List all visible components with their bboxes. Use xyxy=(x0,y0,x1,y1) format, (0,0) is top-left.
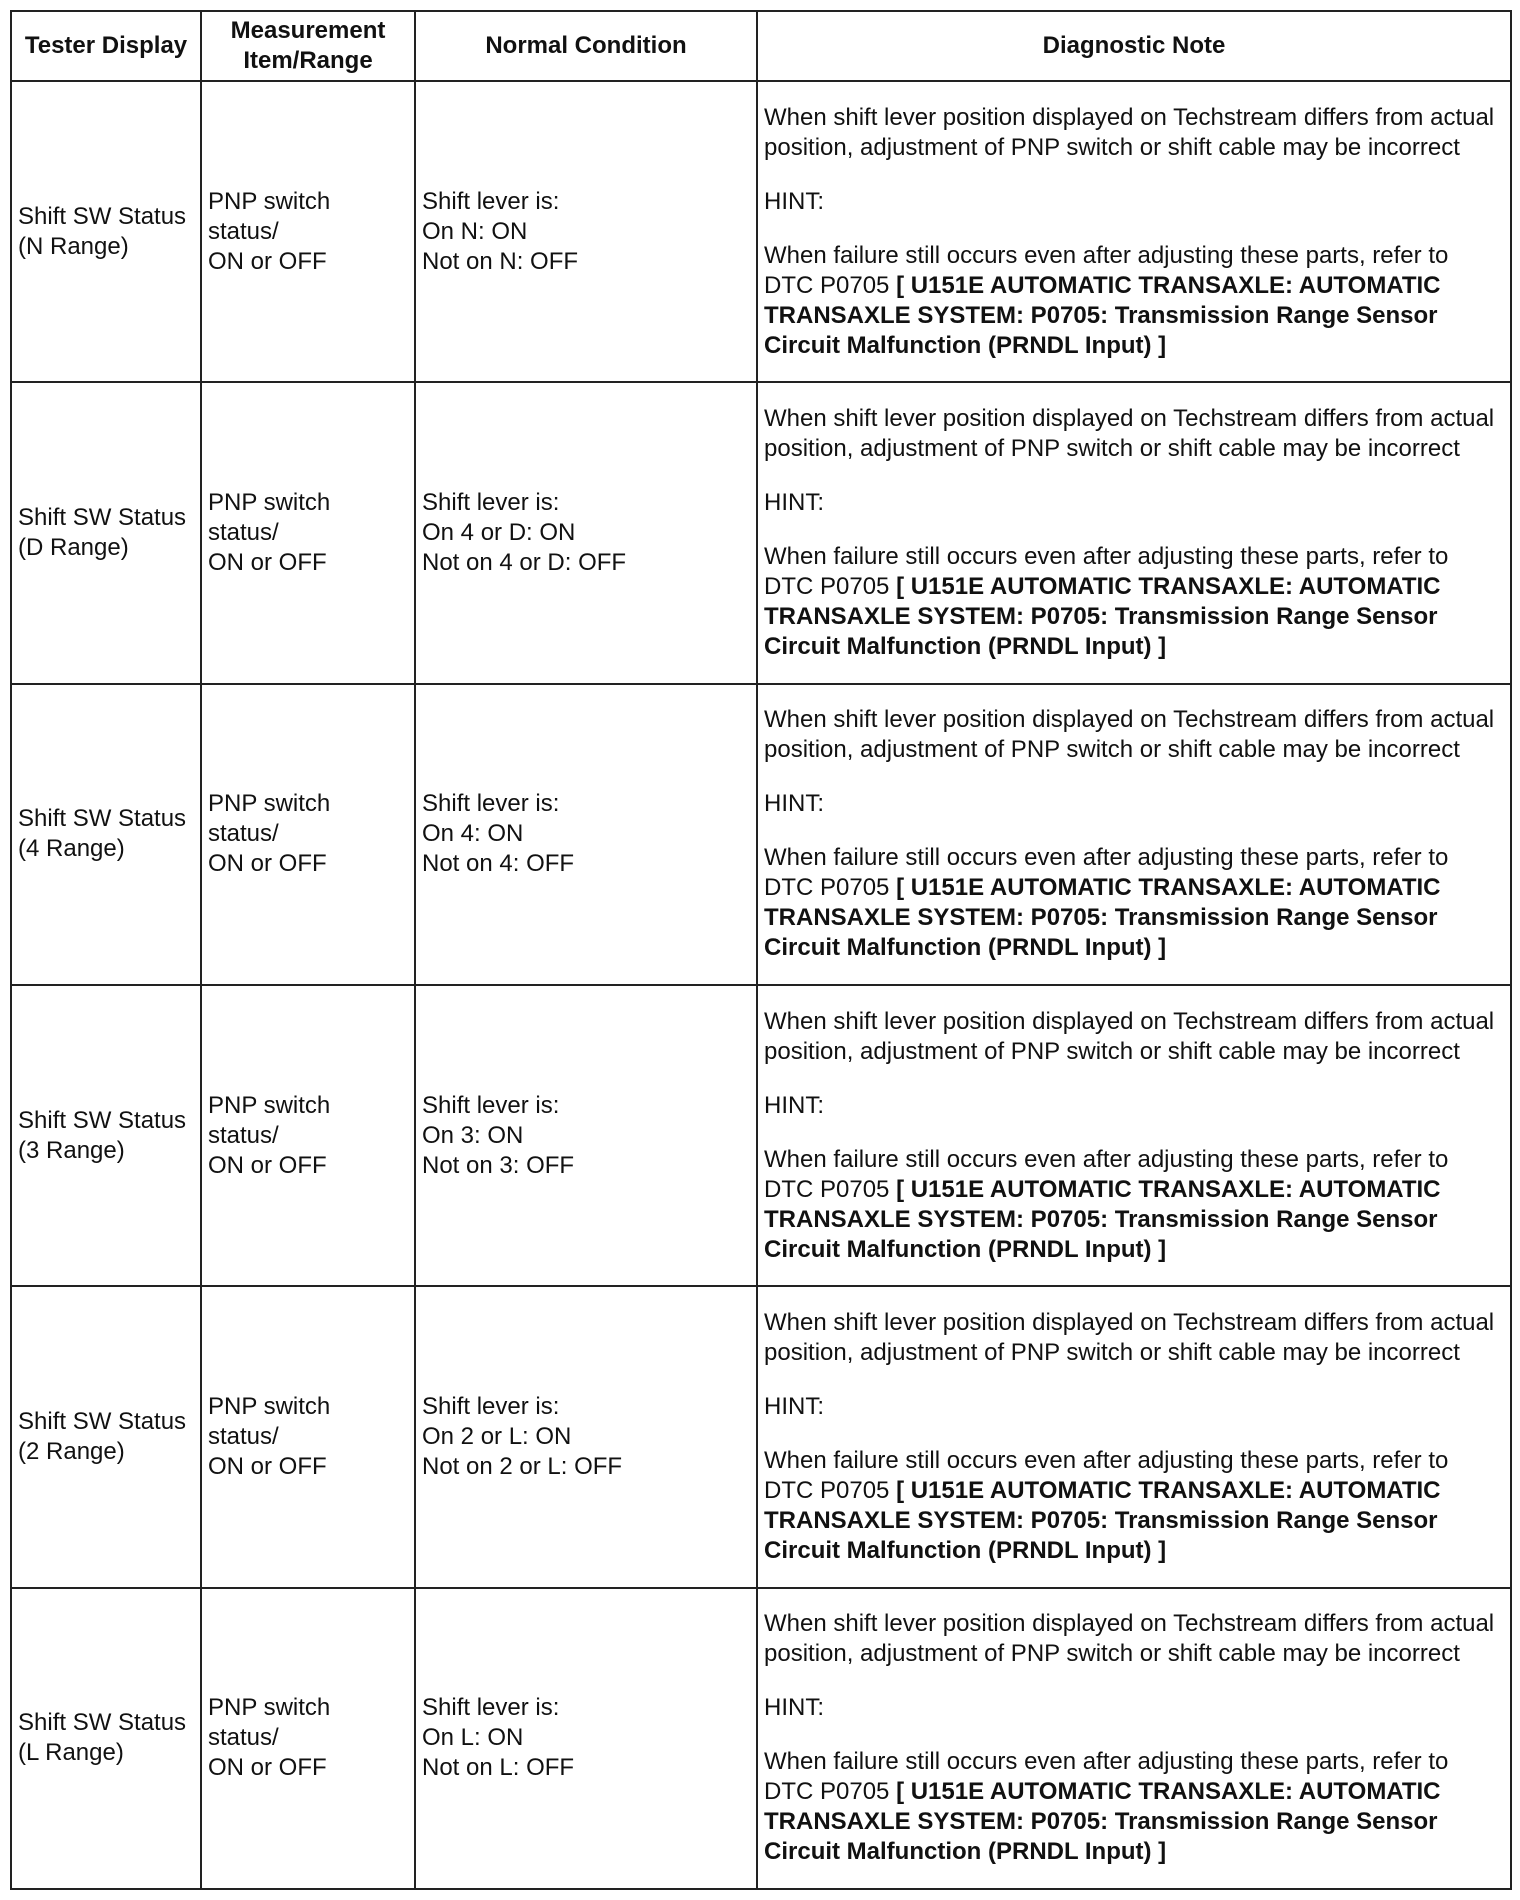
normal-condition-cell-line: Shift lever is: xyxy=(422,790,560,818)
tester-display-cell-line: Shift SW Status xyxy=(18,1407,187,1435)
measurement-cell xyxy=(201,684,415,985)
measurement-cell-line: status/ xyxy=(208,1422,279,1450)
tester-display-cell-line: Shift SW Status xyxy=(18,1709,187,1737)
measurement-cell xyxy=(201,382,415,683)
measurement-cell-line: PNP switch xyxy=(208,790,331,818)
normal-condition-cell xyxy=(415,382,757,683)
note-paragraph: When shift lever position displayed on Techstream differs from actual position, adjustment of PNP switch or shift cable may be incorrect xyxy=(764,404,1495,462)
normal-condition-cell-line: Not on 4: OFF xyxy=(422,850,575,878)
table-row xyxy=(11,985,1511,1286)
measurement-cell-line: PNP switch xyxy=(208,187,331,215)
tester-display-cell xyxy=(11,1588,201,1889)
hint-label: HINT: xyxy=(764,1392,824,1420)
note-refer-paragraph xyxy=(764,843,1504,963)
note-refer-paragraph xyxy=(764,1747,1504,1867)
tester-display-cell-line: Shift SW Status xyxy=(18,202,187,230)
measurement-cell-line: ON or OFF xyxy=(208,1151,327,1179)
measurement-cell-line: ON or OFF xyxy=(208,850,327,878)
measurement-cell xyxy=(201,985,415,1286)
normal-condition-cell xyxy=(415,684,757,985)
hint-label: HINT: xyxy=(764,1694,824,1722)
note-refer-text: When failure still occurs even after adjusting these parts, refer to DTC P0705 xyxy=(764,1446,1449,1504)
tester-display-cell-line: Shift SW Status xyxy=(18,1106,187,1134)
normal-condition-cell-line: Shift lever is: xyxy=(422,1694,560,1722)
normal-condition-cell-line: On L: ON xyxy=(422,1724,524,1752)
measurement-cell-line: status/ xyxy=(208,820,279,848)
measurement-cell xyxy=(201,1588,415,1889)
measurement-cell-line: PNP switch xyxy=(208,488,331,516)
normal-condition-cell-line: Not on 4 or D: OFF xyxy=(422,548,627,576)
dtc-reference-link[interactable]: [ U151E AUTOMATIC TRANSAXLE: AUTOMATIC TRANSAXLE SYSTEM: P0705: Transmission Range Sensor Circuit Malfunction (PRNDL Input) ] xyxy=(764,572,1441,660)
measurement-cell-line: PNP switch xyxy=(208,1091,331,1119)
tester-display-cell-line: (D Range) xyxy=(18,533,129,561)
tester-display-cell xyxy=(11,684,201,985)
hint-label: HINT: xyxy=(764,187,824,215)
normal-condition-cell-line: Not on L: OFF xyxy=(422,1754,575,1782)
normal-condition-cell-line: On N: ON xyxy=(422,217,528,245)
dtc-reference-link[interactable]: [ U151E AUTOMATIC TRANSAXLE: AUTOMATIC TRANSAXLE SYSTEM: P0705: Transmission Range Sensor Circuit Malfunction (PRNDL Input) ] xyxy=(764,874,1441,962)
diagnostic-note-cell xyxy=(757,1588,1511,1889)
measurement-cell xyxy=(201,81,415,382)
table-row xyxy=(11,1286,1511,1587)
normal-condition-cell-line: Not on N: OFF xyxy=(422,247,579,275)
note-refer-paragraph xyxy=(764,241,1504,361)
measurement-cell-line: status/ xyxy=(208,518,279,546)
tester-display-cell-line: (2 Range) xyxy=(18,1437,125,1465)
note-refer-paragraph xyxy=(764,1145,1504,1265)
table-row xyxy=(11,1588,1511,1889)
normal-condition-cell-line: On 2 or L: ON xyxy=(422,1422,572,1450)
header-normal-condition: Normal Condition xyxy=(415,11,757,81)
normal-condition-cell-line: On 4 or D: ON xyxy=(422,518,576,546)
tester-display-cell-line: (L Range) xyxy=(18,1739,124,1767)
normal-condition-cell-line: Shift lever is: xyxy=(422,488,560,516)
note-refer-paragraph xyxy=(764,1446,1504,1566)
tester-display-cell xyxy=(11,985,201,1286)
tester-display-cell-line: (4 Range) xyxy=(18,835,125,863)
table-header-row xyxy=(11,11,1511,81)
table-row xyxy=(11,382,1511,683)
tester-display-cell-line: Shift SW Status xyxy=(18,503,187,531)
diagnostic-note-cell xyxy=(757,684,1511,985)
note-paragraph: When shift lever position displayed on Techstream differs from actual position, adjustment of PNP switch or shift cable may be incorrect xyxy=(764,103,1495,161)
measurement-cell xyxy=(201,1286,415,1587)
table-row xyxy=(11,684,1511,985)
hint-label: HINT: xyxy=(764,790,824,818)
note-refer-text: When failure still occurs even after adjusting these parts, refer to DTC P0705 xyxy=(764,241,1449,299)
normal-condition-cell xyxy=(415,81,757,382)
note-paragraph: When shift lever position displayed on Techstream differs from actual position, adjustment of PNP switch or shift cable may be incorrect xyxy=(764,706,1495,764)
note-paragraph: When shift lever position displayed on Techstream differs from actual position, adjustment of PNP switch or shift cable may be incorrect xyxy=(764,1007,1495,1065)
header-tester-display: Tester Display xyxy=(11,11,201,81)
note-refer-text: When failure still occurs even after adjusting these parts, refer to DTC P0705 xyxy=(764,1748,1449,1806)
dtc-reference-link[interactable]: [ U151E AUTOMATIC TRANSAXLE: AUTOMATIC TRANSAXLE SYSTEM: P0705: Transmission Range Sensor Circuit Malfunction (PRNDL Input) ] xyxy=(764,1778,1441,1866)
dtc-reference-link[interactable]: [ U151E AUTOMATIC TRANSAXLE: AUTOMATIC TRANSAXLE SYSTEM: P0705: Transmission Range Sensor Circuit Malfunction (PRNDL Input) ] xyxy=(764,1476,1441,1564)
diagnostic-note-cell xyxy=(757,1286,1511,1587)
normal-condition-cell xyxy=(415,1588,757,1889)
normal-condition-cell-line: Shift lever is: xyxy=(422,1392,560,1420)
tester-display-cell-line: (3 Range) xyxy=(18,1136,125,1164)
diagnostic-note-cell xyxy=(757,81,1511,382)
hint-label: HINT: xyxy=(764,1091,824,1119)
normal-condition-cell-line: Not on 3: OFF xyxy=(422,1151,575,1179)
dtc-reference-link[interactable]: [ U151E AUTOMATIC TRANSAXLE: AUTOMATIC TRANSAXLE SYSTEM: P0705: Transmission Range Sensor Circuit Malfunction (PRNDL Input) ] xyxy=(764,1175,1441,1263)
measurement-cell-line: ON or OFF xyxy=(208,1452,327,1480)
tester-display-cell-line: Shift SW Status xyxy=(18,805,187,833)
measurement-cell-line: PNP switch xyxy=(208,1694,331,1722)
measurement-cell-line: ON or OFF xyxy=(208,247,327,275)
tester-display-cell xyxy=(11,382,201,683)
normal-condition-cell-line: On 3: ON xyxy=(422,1121,524,1149)
measurement-cell-line: status/ xyxy=(208,1121,279,1149)
note-refer-text: When failure still occurs even after adjusting these parts, refer to DTC P0705 xyxy=(764,844,1449,902)
measurement-cell-line: status/ xyxy=(208,1724,279,1752)
header-measurement-item-range: Measurement Item/Range xyxy=(201,11,415,81)
measurement-cell-line: status/ xyxy=(208,217,279,245)
note-refer-text: When failure still occurs even after adjusting these parts, refer to DTC P0705 xyxy=(764,542,1449,600)
diagnostic-note-cell xyxy=(757,985,1511,1286)
note-refer-text: When failure still occurs even after adjusting these parts, refer to DTC P0705 xyxy=(764,1145,1449,1203)
normal-condition-cell xyxy=(415,985,757,1286)
normal-condition-cell-line: On 4: ON xyxy=(422,820,524,848)
measurement-cell-line: ON or OFF xyxy=(208,548,327,576)
measurement-cell-line: PNP switch xyxy=(208,1392,331,1420)
header-diagnostic-note: Diagnostic Note xyxy=(757,11,1511,81)
tester-display-cell xyxy=(11,81,201,382)
dtc-reference-link[interactable]: [ U151E AUTOMATIC TRANSAXLE: AUTOMATIC TRANSAXLE SYSTEM: P0705: Transmission Range Sensor Circuit Malfunction (PRNDL Input) ] xyxy=(764,271,1441,359)
normal-condition-cell xyxy=(415,1286,757,1587)
measurement-cell-line: ON or OFF xyxy=(208,1754,327,1782)
normal-condition-cell-line: Shift lever is: xyxy=(422,1091,560,1119)
tester-display-cell xyxy=(11,1286,201,1587)
note-refer-paragraph xyxy=(764,542,1504,662)
note-paragraph: When shift lever position displayed on Techstream differs from actual position, adjustment of PNP switch or shift cable may be incorrect xyxy=(764,1610,1495,1668)
note-paragraph: When shift lever position displayed on Techstream differs from actual position, adjustment of PNP switch or shift cable may be incorrect xyxy=(764,1308,1495,1366)
table-row xyxy=(11,81,1511,382)
tester-display-cell-line: (N Range) xyxy=(18,232,129,260)
normal-condition-cell-line: Shift lever is: xyxy=(422,187,560,215)
data-list-table xyxy=(10,10,1512,1890)
normal-condition-cell-line: Not on 2 or L: OFF xyxy=(422,1452,623,1480)
diagnostic-note-cell xyxy=(757,382,1511,683)
hint-label: HINT: xyxy=(764,488,824,516)
